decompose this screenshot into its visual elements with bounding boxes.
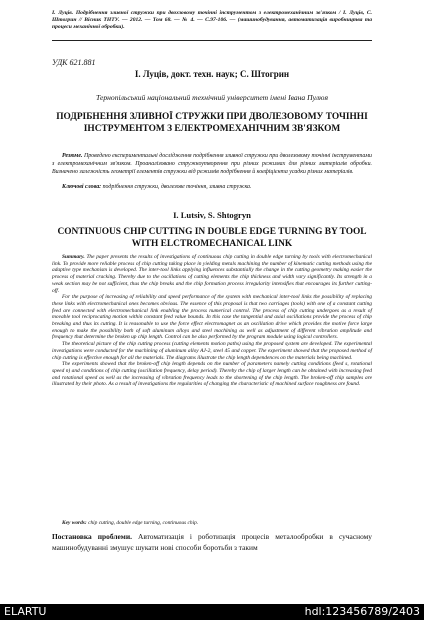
keywords-ua-text: подрібнення стружки, дволезове точіння, зливна стружка. bbox=[102, 184, 252, 190]
repository-footer-bar bbox=[0, 604, 424, 620]
abstract-english bbox=[52, 254, 372, 388]
body-text: Автоматизація і роботизація процесів металообробки в сучасному машинобудуванні змушує шукати нові способи боротьби з таким bbox=[52, 532, 372, 552]
title-ukrainian: ПОДРІБНЕННЯ ЗЛИВНОЇ СТРУЖКИ ПРИ ДВОЛЕЗОВОМУ ТОЧІННІ ІНСТРУМЕНТОМ З ЕЛЕКТРОМЕХАНІЧНИМ ЗВ'ЯЗКОМ bbox=[56, 112, 368, 134]
authors-english: I. Lutsiv, S. Shtogryn bbox=[173, 210, 251, 220]
citation-header: І. Луців. Подрібнення зливної стружки при двохзовому точінні інструментом з електромеханічним зв'язком / І. Луців, С. Штогрин // Вісник ТНТУ. — 2012. — Том 68. — № 4. — С.97-106. — (машинобудування, автоматизація виробництва та процеси механічної обробки). bbox=[52, 10, 372, 30]
keywords-en-text: chip cutting, double edge turning, continuous chip. bbox=[88, 520, 199, 526]
keywords-ukrainian bbox=[62, 184, 251, 190]
abstract-en-p1: The paper presents the results of investigations of continuous chip cutting in double edge turning by tools with electromechanical link. To provide more reliable process of chip cutting taking place in yielding metals machining the number of kinematic cutting methods using the adaptive type mechanism is developed. The inter-tool links applying influences substantially the change in the cutting geometry making easier the process of material cracking. Thereby due to the oscillations of cutting elements the chip thickness and width vary significantly. Its strength in a weak section may be not sufficient, thus the chip breaks and the chip formation process irregularity intensifies that encourages its further cutting-off. bbox=[52, 254, 372, 294]
udk-code: УДК 621.881 bbox=[52, 58, 96, 67]
section-heading: Постановка проблеми. bbox=[52, 532, 132, 541]
authors-ukrainian: І. Луців, докт. техн. наук; С. Штогрин bbox=[134, 69, 290, 79]
body-paragraph bbox=[52, 532, 372, 553]
abstract-en-p4: The experiments showed that the broken-off chip length depends on the number of parameters namely cutting conditions (feed s, rotational speed n) and conditions of chip cutting (oscillation frequency, delay period). Thereby the chip of larger length can be obtained with increasing feed and rotational speed as well as the increasing of vibration frequency leads to the shortening of the chip length. The broken-off chip samples are illustrated by their photo. As a result of investigations the regularities of changing the characteristic of machined surface roughness are found. bbox=[52, 361, 372, 388]
abstract-ukrainian bbox=[52, 152, 372, 176]
abstract-ua-text: Проведено експериментальні дослідження подрібнення зливної стружки при дволезовому точінні інструментами з електромеханічним зв'язком. Проаналізовано стружкоутворення при різних режимах для різних матеріалів обробки. Визначено залежність геометрії елементів стружки від режимів подрібнення й коефіцієнта усадки різних матеріалів. bbox=[52, 153, 372, 175]
repository-name: ELARTU bbox=[4, 605, 47, 618]
keywords-english bbox=[62, 520, 198, 526]
abstract-en-p2: For the purpose of increasing of reliability and speed performance of the system with mechanical inter-tool links the possibility of replacing these links with electromechanical ones becomes obvious. The essence of this proposal is that two carriages (tools) with one of a constant cutting feed are connected with electromechanical link enabling the process numerical control. The process of chip cutting undergoes as a result of movable tool reciprocating motion within constant feed value bounds. In this case the tangential and axial oscillations provide the process of chip breaking and thus its cutting. It is reasonable to use the force effect electromagnet as an oscillation drive which provides the motive force large enough to make the possibility both of soft aluminum alloys and steel machining as well as adjustment of different vibration amplitude and frequency that determine the broken up chip length. Control can be also performed by the program module using logical controllers. bbox=[52, 294, 372, 341]
handle-identifier: hdl:123456789/2403 bbox=[304, 605, 420, 618]
title-english: CONTINUOUS CHIP CUTTING IN DOUBLE EDGE TURNING BY TOOL WITH ELCTROMECHANICAL LINK bbox=[57, 227, 367, 249]
abstract-en-p3: The theoretical picture of the chip cutting process (cutting elements motion paths) using the proposed system are developed. The experimental investigations were conducted for the machining of aluminum alloy AJ-2, steel 45 and copper. The experiment showed that the proposed method of chip cutting is effective enough for all the materials. The diagrams illustrate the chip length dependences on the materials being machined. bbox=[52, 341, 372, 361]
header-divider bbox=[52, 40, 372, 41]
keywords-en-label: Key words: bbox=[62, 520, 87, 526]
keywords-ua-label: Ключові слова: bbox=[62, 184, 102, 190]
institution: Тернопільський національний технічний університет імені Івана Пулюя bbox=[96, 93, 328, 102]
abstract-en-label: Summary. bbox=[62, 254, 85, 260]
abstract-ua-label: Резюме. bbox=[62, 153, 83, 159]
